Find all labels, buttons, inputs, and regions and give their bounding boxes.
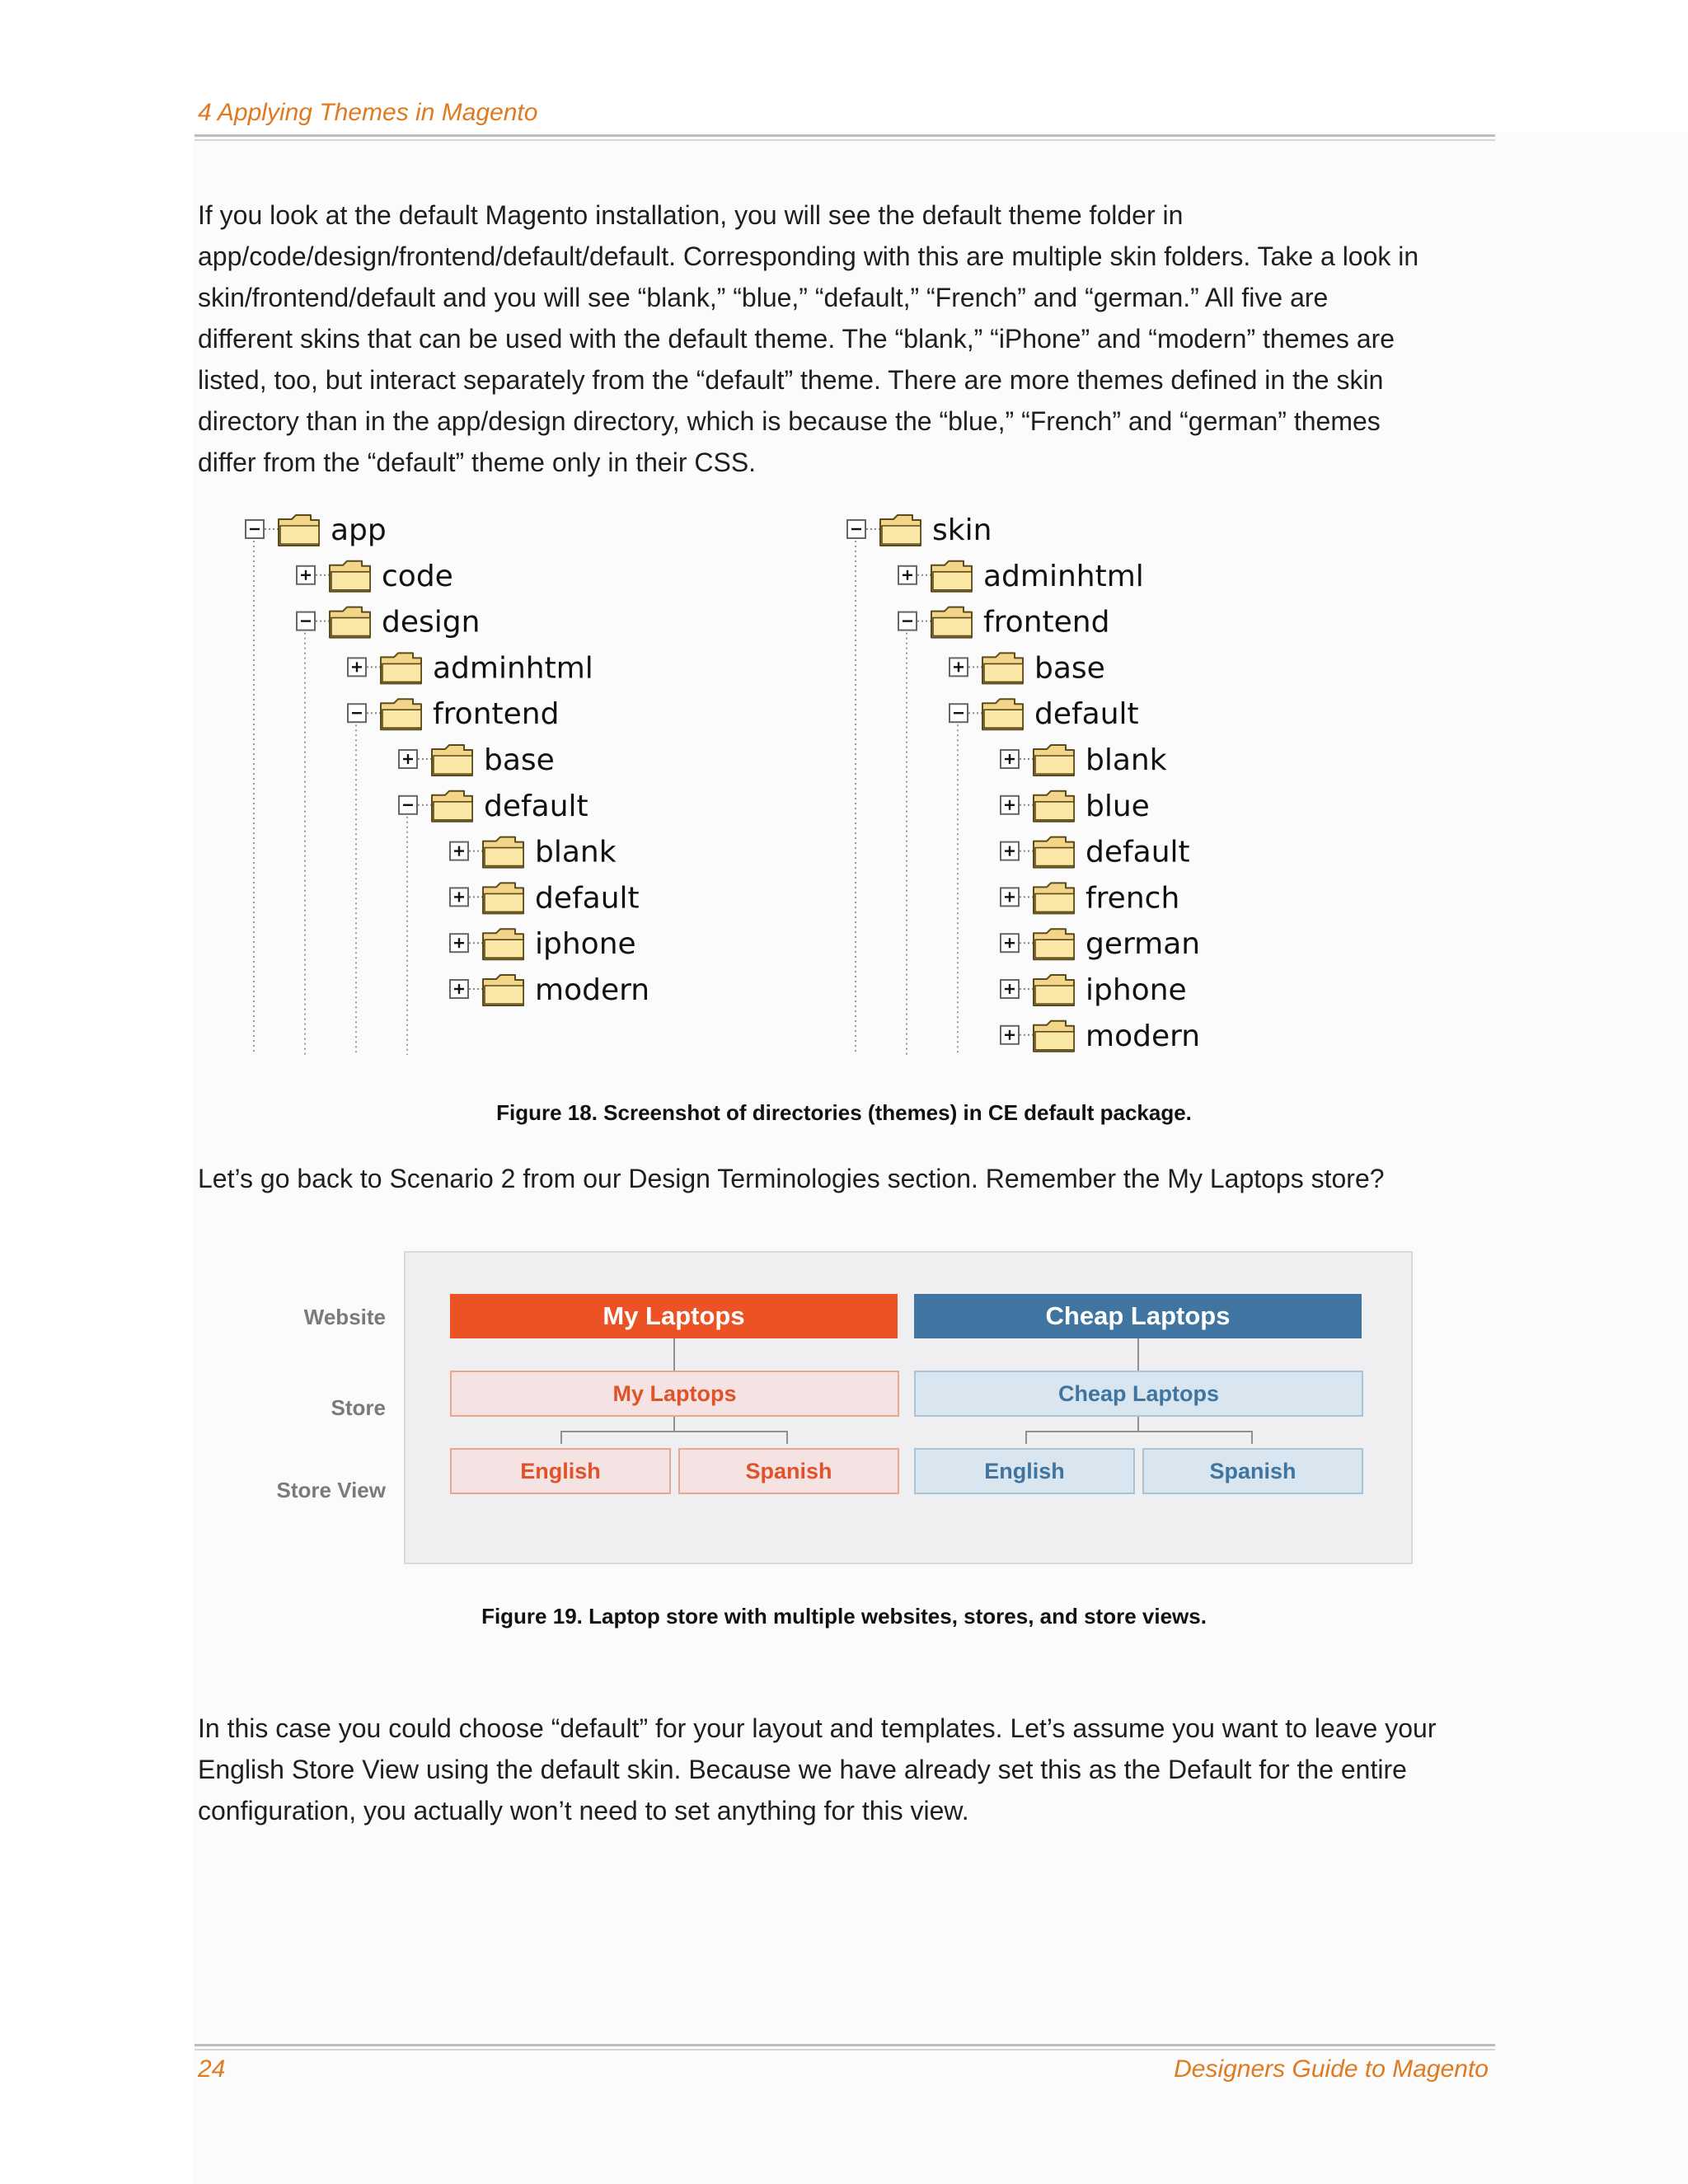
running-header: 4 Applying Themes in Magento — [198, 99, 538, 126]
folder-front — [331, 618, 370, 636]
header-rule-secondary — [195, 139, 1495, 141]
intro-paragraph — [198, 194, 1484, 483]
folder-front — [1035, 940, 1074, 958]
folder-label[interactable]: default — [1085, 835, 1190, 869]
transition-paragraph: Let’s go back to Scenario 2 from our Design Terminologies section. Remember the My Laptops store? — [198, 1164, 1385, 1193]
website-cheap-laptops: Cheap Laptops — [914, 1294, 1362, 1338]
folder-front — [1035, 802, 1074, 820]
closing-paragraph — [198, 1708, 1484, 1831]
folder-front — [933, 618, 972, 636]
website-my-laptops: My Laptops — [450, 1294, 898, 1338]
store-hierarchy-diagram — [404, 1251, 1413, 1564]
connector-line — [1025, 1431, 1027, 1444]
folder-label[interactable]: iphone — [1085, 973, 1187, 1007]
intro-line: differ from the “default” theme only in their CSS. — [198, 448, 757, 477]
connector-line — [560, 1431, 788, 1432]
row-label-store-view: Store View — [276, 1478, 386, 1502]
folder-label[interactable]: blank — [535, 835, 617, 869]
folder-front — [485, 986, 523, 1004]
folder-label[interactable]: default — [535, 881, 640, 916]
folder-front — [1035, 1032, 1074, 1050]
folder-label[interactable]: modern — [535, 973, 650, 1007]
store-cheap-laptops: Cheap Laptops — [914, 1371, 1363, 1417]
folder-front — [984, 663, 1023, 682]
folder-front — [984, 710, 1023, 728]
folder-label[interactable]: french — [1085, 881, 1180, 916]
store-view-cheap-spanish: Spanish — [1142, 1448, 1363, 1494]
folder-label[interactable]: design — [382, 605, 481, 640]
folder-front — [933, 572, 972, 590]
connector-line — [786, 1431, 788, 1444]
folder-front — [1035, 756, 1074, 774]
folder-front — [1035, 893, 1074, 912]
folder-front — [382, 710, 421, 728]
store-view-my-spanish: Spanish — [678, 1448, 899, 1494]
intro-line: different skins that can be used with the default theme. The “blank,” “iPhone” and “modern” themes are — [198, 324, 1395, 354]
folder-front — [434, 802, 472, 820]
intro-line: If you look at the default Magento installation, you will see the default theme folder in — [198, 200, 1184, 230]
app-directory-tree — [246, 513, 649, 1055]
store-my-laptops: My Laptops — [450, 1371, 899, 1417]
store-view-my-english: English — [450, 1448, 671, 1494]
closing-line: configuration, you actually won’t need to set anything for this view. — [198, 1796, 969, 1825]
closing-line: In this case you could choose “default” for your layout and templates. Let’s assume you want to leave your — [198, 1713, 1437, 1743]
row-label-store: Store — [331, 1395, 386, 1420]
footer-rule — [195, 2044, 1495, 2046]
header-rule — [195, 134, 1495, 137]
folder-label[interactable]: app — [331, 513, 387, 547]
intro-line: app/code/design/frontend/default/default. Corresponding with this are multiple skin folders. Take a look in — [198, 241, 1419, 271]
folder-front — [1035, 986, 1074, 1004]
directory-tree-figure — [231, 494, 1302, 1063]
figure-19-caption: Figure 19. Laptop store with multiple websites, stores, and store views. — [481, 1604, 1207, 1629]
folder-label[interactable]: default — [1034, 697, 1139, 732]
folder-front — [485, 940, 523, 958]
intro-line: skin/frontend/default and you will see “blank,” “blue,” “default,” “French” and “german.” All five are — [198, 283, 1329, 312]
folder-label[interactable]: adminhtml — [433, 651, 593, 686]
intro-line: listed, too, but interact separately from the “default” theme. There are more themes defined in the skin — [198, 365, 1384, 395]
connector-line — [1025, 1431, 1253, 1432]
page-number: 24 — [198, 2055, 226, 2083]
closing-line: English Store View using the default skin. Because we have already set this as the Default for the entire — [198, 1755, 1407, 1784]
folder-label[interactable]: base — [484, 743, 555, 777]
folder-label[interactable]: default — [484, 789, 588, 823]
folder-label[interactable]: blank — [1085, 743, 1167, 777]
folder-label[interactable]: iphone — [535, 927, 636, 962]
footer-rule-secondary — [195, 2049, 1495, 2050]
connector-line — [673, 1416, 675, 1431]
folder-label[interactable]: modern — [1085, 1019, 1201, 1053]
intro-line: directory than in the app/design directory, which is because the “blue,” “French” and “german” themes — [198, 406, 1381, 436]
folder-front — [485, 893, 523, 912]
folder-label[interactable]: base — [1034, 651, 1105, 686]
folder-front — [382, 663, 421, 682]
folder-label[interactable]: code — [382, 559, 453, 593]
store-view-cheap-english: English — [914, 1448, 1135, 1494]
folder-label[interactable]: german — [1085, 927, 1201, 962]
connector-line — [1137, 1416, 1139, 1431]
folder-front — [485, 848, 523, 866]
row-label-website: Website — [303, 1305, 386, 1329]
folder-front — [331, 572, 370, 590]
folder-front — [280, 526, 319, 544]
folder-front — [882, 526, 921, 544]
figure-18-caption: Figure 18. Screenshot of directories (themes) in CE default package. — [496, 1100, 1192, 1125]
connector-line — [1251, 1431, 1253, 1444]
folder-front — [434, 756, 472, 774]
folder-front — [1035, 848, 1074, 866]
folder-label[interactable]: skin — [932, 513, 992, 547]
skin-directory-tree — [847, 513, 1200, 1055]
folder-label[interactable]: frontend — [983, 605, 1110, 640]
folder-label[interactable]: blue — [1085, 789, 1150, 823]
folder-label[interactable]: adminhtml — [983, 559, 1144, 593]
connector-line — [560, 1431, 562, 1444]
folder-label[interactable]: frontend — [433, 697, 560, 732]
book-title: Designers Guide to Magento — [1174, 2055, 1489, 2083]
